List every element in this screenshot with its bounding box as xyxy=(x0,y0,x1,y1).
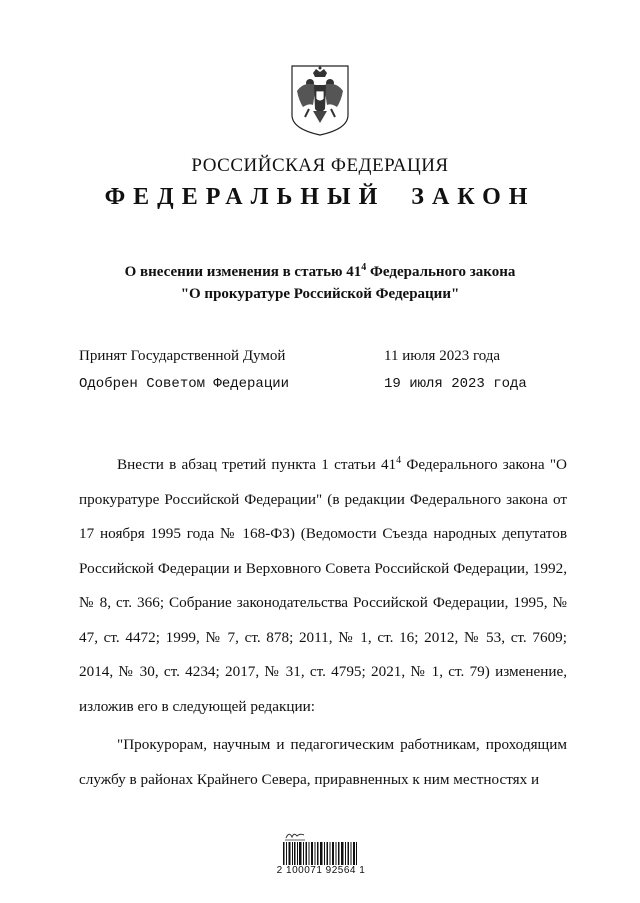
signature-stamp-icon xyxy=(284,829,306,841)
duma-adoption-date: 11 июля 2023 года xyxy=(384,348,501,364)
barcode-icon xyxy=(283,842,357,865)
law-title-line-2: "О прокуратуре Российской Федерации" xyxy=(180,286,460,302)
duma-adoption-label: Принят Государственной Думой xyxy=(79,348,286,364)
coat-of-arms-icon xyxy=(289,63,351,137)
law-title-line-1: О внесении изменения в статью $41^4$ Федерального закона xyxy=(124,262,516,280)
document-type-heading: ФЕДЕРАЛЬНЫЙ ЗАКОН xyxy=(104,184,536,210)
barcode-number: 2 100071 92564 1 xyxy=(276,865,366,876)
body-paragraph-2: "Прокурорам, научным и педагогическим работникам, проходящим службу в районах Крайнего Севера, приравненных к ним местностях и xyxy=(79,736,567,788)
body-paragraph-1: Внести в абзац третий пункта 1 статьи $41^4$ Федерального закона "О прокуратуре Российской Федерации" (в редакции Федерального закона от 17 ноября 1995 года № 168-ФЗ) (Ведомости Съезда народных депутатов Российской Федерации и Верховного Совета Российской Федерации, 1992, № 8, ст. 366; Собрание законодательства Российской Федерации, 1995, № 47, ст. 4472; 1999, № 7, ст. 878; 2011, № 1, ст. 16; 2012, № 53, ст. 7609; 2014, № 30, ст. 4234; 2017, № 31, ст. 4795; 2021, № 1, ст. 79) изменение, изложив его в следующей редакции: xyxy=(79,454,568,715)
council-approval-label: Одобрен Советом Федерации xyxy=(79,376,290,392)
law-body xyxy=(79,448,567,797)
law-title xyxy=(0,257,640,305)
council-approval-date: 19 июля 2023 года xyxy=(384,376,527,392)
country-heading: РОССИЙСКАЯ ФЕДЕРАЦИЯ xyxy=(191,155,449,176)
